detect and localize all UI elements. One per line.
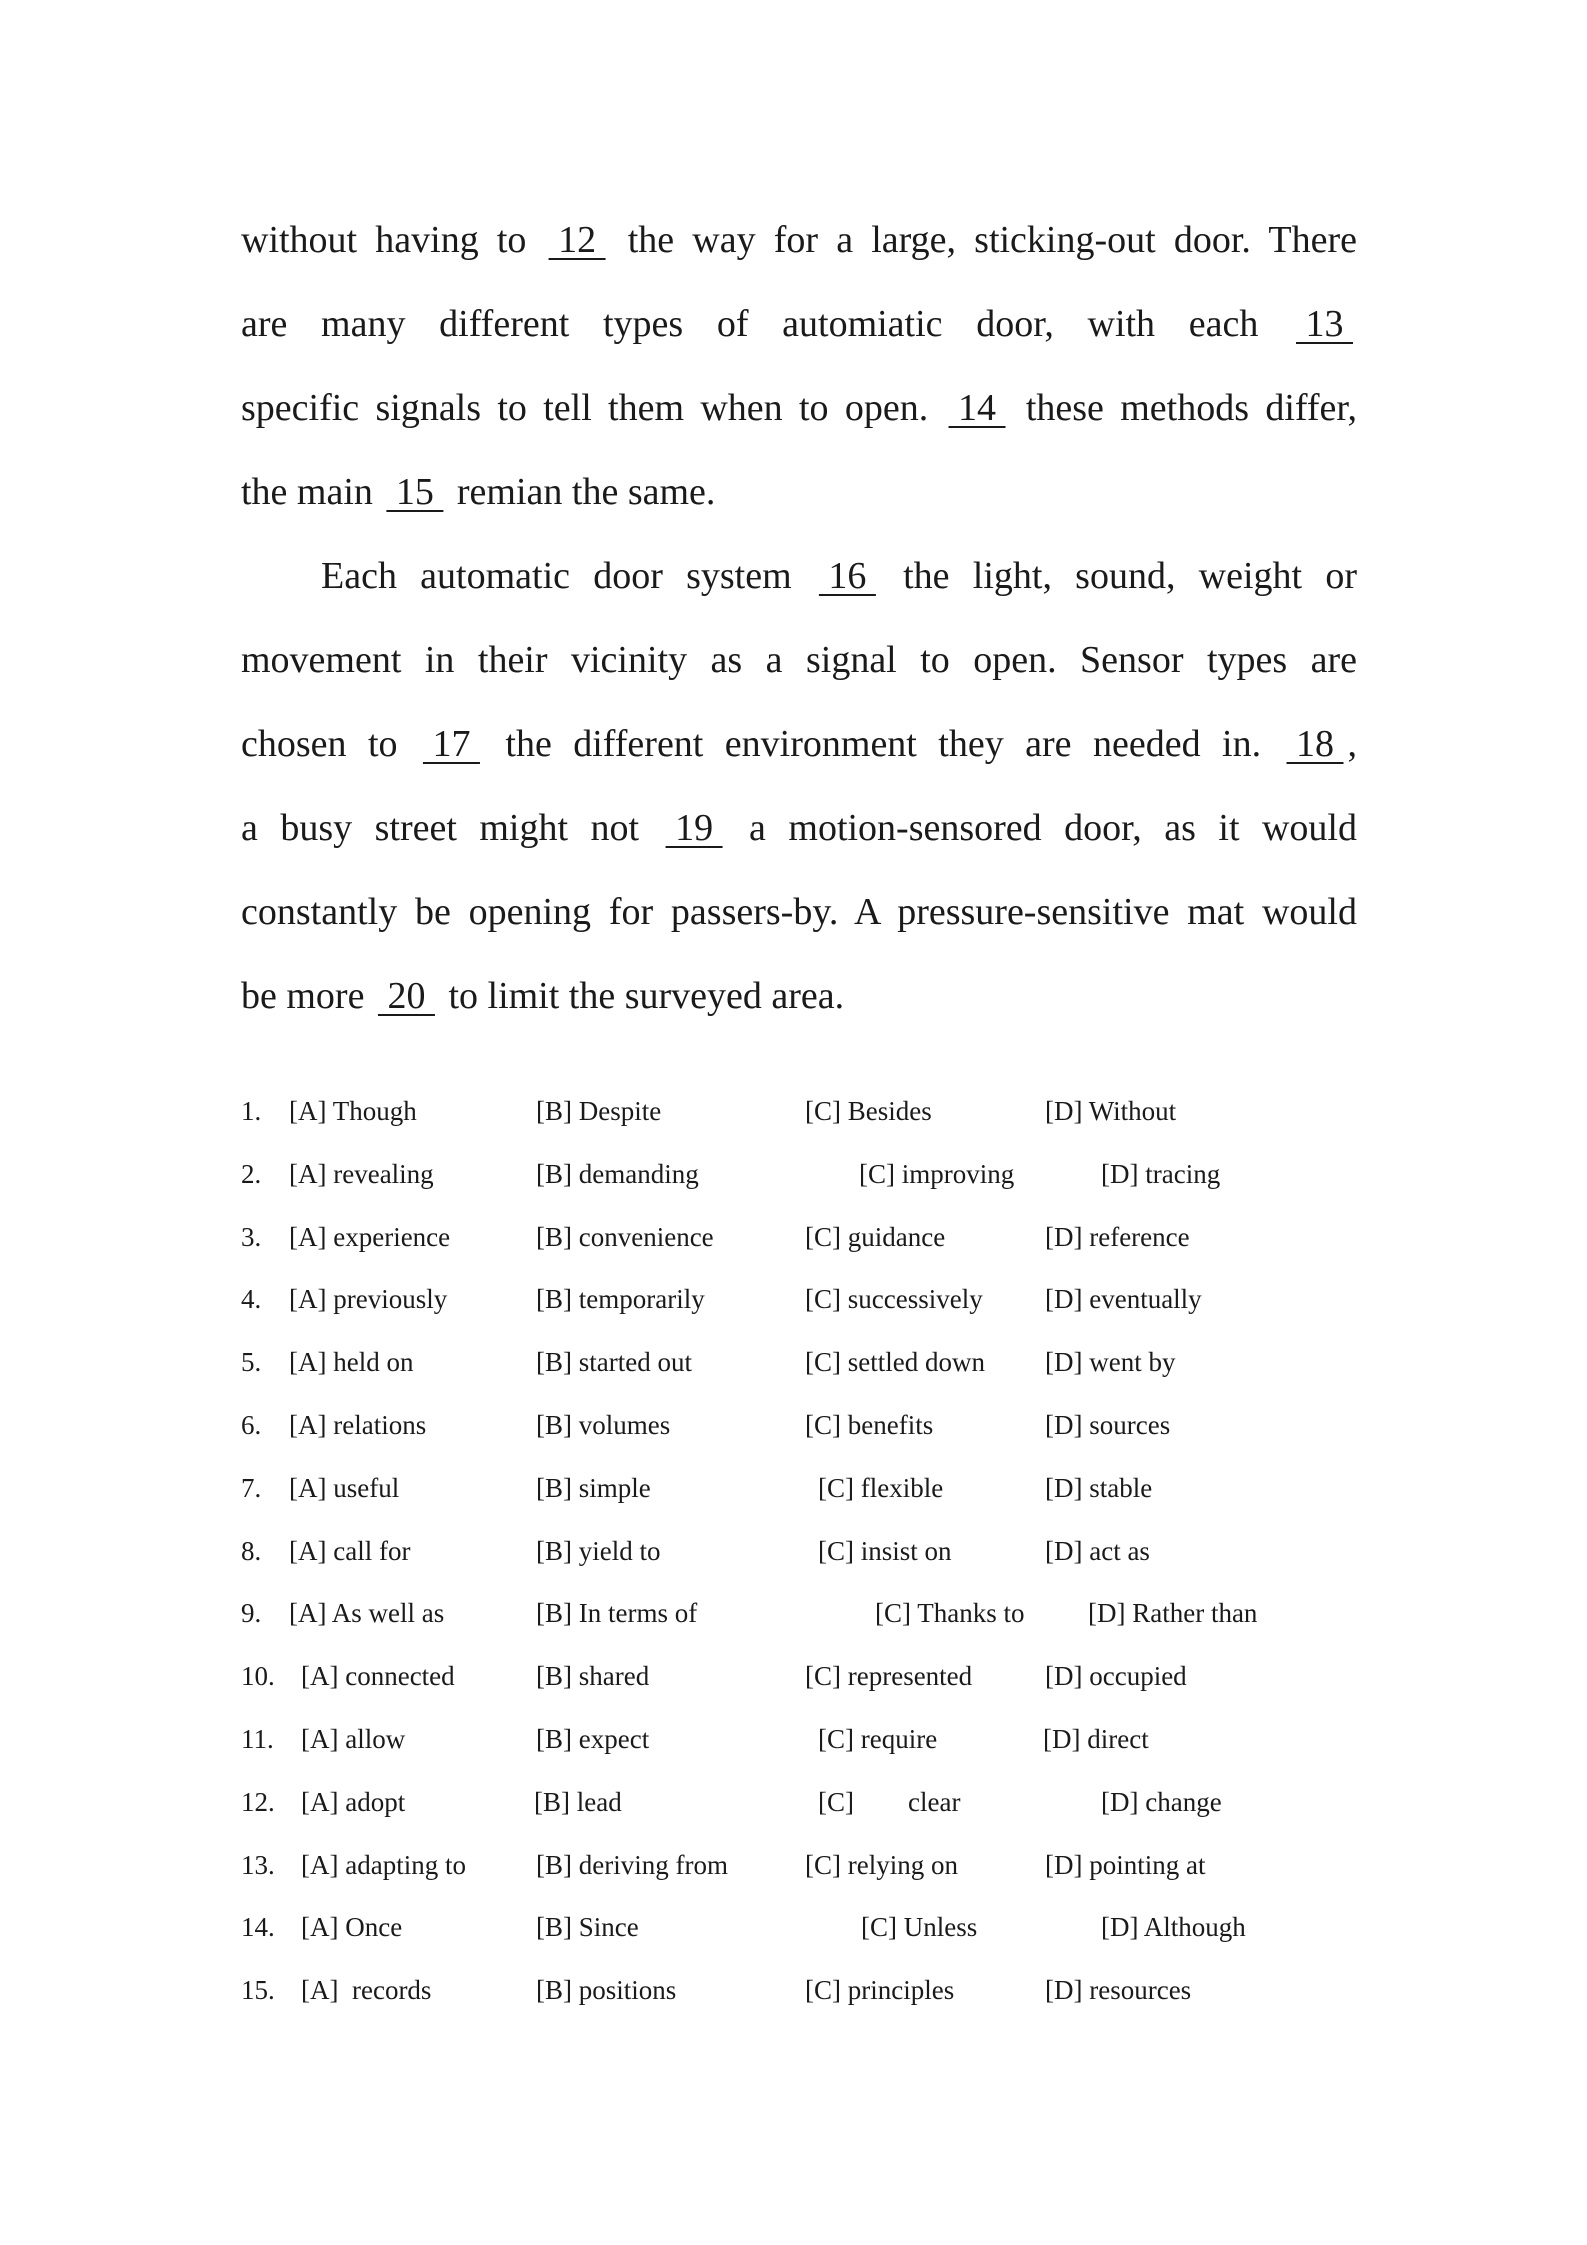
option-a: [A] allow bbox=[301, 1723, 406, 1754]
question-number: 13. bbox=[241, 1849, 275, 1880]
passage-text: to limit the surveyed area. bbox=[438, 975, 845, 1017]
option-a: [A] useful bbox=[289, 1472, 400, 1503]
passage-line bbox=[241, 366, 1357, 450]
passage-line bbox=[241, 954, 1357, 1038]
option-d: [D] eventually bbox=[1045, 1284, 1202, 1315]
option-c: [C] insist on bbox=[818, 1535, 952, 1566]
blank-12: 12 bbox=[548, 219, 606, 261]
option-a: [A] adapting to bbox=[301, 1849, 466, 1880]
option-b: [B] volumes bbox=[536, 1409, 671, 1440]
option-d: [D] resources bbox=[1045, 1975, 1192, 2006]
option-c: [C] settled down bbox=[805, 1347, 985, 1378]
option-d: [D] Rather than bbox=[1088, 1598, 1258, 1629]
blank-16: 16 bbox=[818, 555, 876, 597]
option-c: [C] improving bbox=[859, 1158, 1015, 1189]
option-row-12 bbox=[241, 1771, 1357, 1834]
question-number: 8. bbox=[241, 1535, 262, 1566]
blank-13: 13 bbox=[1296, 303, 1353, 345]
passage-line bbox=[241, 534, 1357, 618]
option-d: [D] Although bbox=[1101, 1912, 1246, 1943]
option-row-4 bbox=[241, 1268, 1357, 1331]
option-a: [A] connected bbox=[301, 1661, 455, 1692]
option-b: [B] temporarily bbox=[536, 1284, 705, 1315]
option-a: [A] As well as bbox=[289, 1598, 445, 1629]
blank-20: 20 bbox=[377, 975, 435, 1017]
option-a: [A] Though bbox=[289, 1096, 417, 1126]
question-number: 9. bbox=[241, 1598, 262, 1629]
option-row-14 bbox=[241, 1896, 1357, 1959]
option-row-10 bbox=[241, 1645, 1357, 1708]
option-a: [A] records bbox=[301, 1975, 432, 2006]
blank-18: 18 bbox=[1286, 723, 1344, 765]
question-number: 10. bbox=[241, 1661, 275, 1692]
option-c: [C] relying on bbox=[805, 1849, 958, 1880]
option-c: [C] Besides bbox=[805, 1096, 932, 1126]
option-c: [C] Unless bbox=[861, 1912, 978, 1943]
option-a: [A] relations bbox=[289, 1409, 427, 1440]
option-row-7 bbox=[241, 1457, 1357, 1520]
question-number: 5. bbox=[241, 1347, 262, 1378]
option-a: [A] Once bbox=[301, 1912, 403, 1943]
blank-19: 19 bbox=[665, 807, 723, 849]
question-number: 15. bbox=[241, 1975, 275, 2006]
passage-text: without having to bbox=[241, 219, 545, 261]
option-b: [B] deriving from bbox=[536, 1849, 728, 1880]
passage-line bbox=[241, 198, 1357, 282]
passage-text: the light, sound, weight or bbox=[879, 555, 1357, 597]
question-number: 1. bbox=[241, 1096, 262, 1126]
option-a: [A] previously bbox=[289, 1284, 448, 1315]
option-row-2 bbox=[241, 1143, 1357, 1206]
option-b: [B] positions bbox=[536, 1975, 677, 2006]
option-d: [D] occupied bbox=[1045, 1661, 1187, 1692]
passage-text: the way for a large, sticking-out door. There bbox=[609, 219, 1357, 261]
question-number: 4. bbox=[241, 1284, 262, 1315]
option-row-3 bbox=[241, 1206, 1357, 1269]
option-b: [B] In terms of bbox=[536, 1598, 698, 1629]
option-d: [D] tracing bbox=[1101, 1158, 1221, 1189]
passage-line bbox=[241, 870, 1357, 954]
question-number: 14. bbox=[241, 1912, 275, 1943]
passage-text: remian the same. bbox=[447, 471, 716, 513]
passage-text: are many different types of automiatic door, with each bbox=[241, 303, 1292, 345]
blank-17: 17 bbox=[422, 723, 480, 765]
option-row-5 bbox=[241, 1331, 1357, 1394]
passage-text: the main bbox=[241, 471, 383, 513]
option-b: [B] simple bbox=[536, 1472, 651, 1503]
option-b: [B] expect bbox=[536, 1723, 650, 1754]
passage-line bbox=[241, 450, 1357, 534]
option-d: [D] stable bbox=[1045, 1472, 1153, 1503]
passage-text: a motion-sensored door, as it would bbox=[726, 807, 1357, 849]
question-number: 3. bbox=[241, 1221, 262, 1252]
cloze-passage bbox=[241, 198, 1357, 1038]
option-a: [A] revealing bbox=[289, 1158, 434, 1189]
passage-text: , bbox=[1347, 723, 1358, 765]
option-a: [A] held on bbox=[289, 1347, 414, 1378]
option-b: [B] Since bbox=[536, 1912, 639, 1943]
question-number: 12. bbox=[241, 1786, 275, 1817]
option-row-11 bbox=[241, 1708, 1357, 1771]
question-number: 2. bbox=[241, 1158, 262, 1189]
option-row-9 bbox=[241, 1582, 1357, 1645]
option-c: [C] guidance bbox=[805, 1221, 946, 1252]
question-number: 7. bbox=[241, 1472, 262, 1503]
blank-14: 14 bbox=[948, 387, 1006, 429]
passage-line bbox=[241, 282, 1357, 366]
option-d: [D] went by bbox=[1045, 1347, 1176, 1378]
option-b: [B] shared bbox=[536, 1661, 650, 1692]
question-number: 6. bbox=[241, 1409, 262, 1440]
option-a: [A] experience bbox=[289, 1221, 451, 1252]
option-c: [C] require bbox=[818, 1723, 938, 1754]
option-a: [A] call for bbox=[289, 1535, 411, 1566]
passage-text: these methods differ, bbox=[1009, 387, 1357, 429]
passage-text: movement in their vicinity as a signal to open. Sensor types are bbox=[241, 639, 1357, 681]
passage-text: the different environment they are needed in. bbox=[483, 723, 1283, 765]
option-c: [C] principles bbox=[805, 1975, 955, 2006]
option-d: [D] sources bbox=[1045, 1409, 1171, 1440]
option-row-13 bbox=[241, 1834, 1357, 1897]
option-c: [C] represented bbox=[805, 1661, 973, 1692]
option-row-6 bbox=[241, 1394, 1357, 1457]
option-c: [C] Thanks to bbox=[875, 1598, 1025, 1629]
option-b: [B] lead bbox=[534, 1786, 622, 1817]
answer-options bbox=[241, 1080, 1357, 2022]
option-b: [B] Despite bbox=[536, 1096, 662, 1126]
option-d: [D] direct bbox=[1043, 1723, 1149, 1754]
option-d: [D] Without bbox=[1045, 1096, 1177, 1126]
option-b: [B] yield to bbox=[536, 1535, 661, 1566]
option-b: [B] convenience bbox=[536, 1221, 714, 1252]
option-d: [D] change bbox=[1101, 1786, 1222, 1817]
option-b: [B] started out bbox=[536, 1347, 692, 1378]
option-d: [D] pointing at bbox=[1045, 1849, 1206, 1880]
option-row-1 bbox=[241, 1080, 1357, 1143]
question-number: 11. bbox=[241, 1723, 274, 1754]
option-c: [C] clear bbox=[818, 1786, 961, 1817]
option-row-8 bbox=[241, 1520, 1357, 1583]
passage-text: specific signals to tell them when to open. bbox=[241, 387, 945, 429]
option-a: [A] adopt bbox=[301, 1786, 406, 1817]
option-c: [C] successively bbox=[805, 1284, 983, 1315]
option-row-15 bbox=[241, 1959, 1357, 2022]
passage-text: a busy street might not bbox=[241, 807, 662, 849]
passage-text: chosen to bbox=[241, 723, 419, 765]
option-c: [C] benefits bbox=[805, 1409, 934, 1440]
option-d: [D] act as bbox=[1045, 1535, 1150, 1566]
option-b: [B] demanding bbox=[536, 1158, 699, 1189]
blank-15: 15 bbox=[386, 471, 444, 513]
passage-line bbox=[241, 702, 1357, 786]
passage-line bbox=[241, 618, 1357, 702]
passage-text: be more bbox=[241, 975, 374, 1017]
passage-text: constantly be opening for passers-by. A pressure-sensitive mat would bbox=[241, 891, 1357, 933]
passage-line bbox=[241, 786, 1357, 870]
passage-text: Each automatic door system bbox=[321, 555, 815, 597]
option-d: [D] reference bbox=[1045, 1221, 1190, 1252]
option-c: [C] flexible bbox=[818, 1472, 944, 1503]
